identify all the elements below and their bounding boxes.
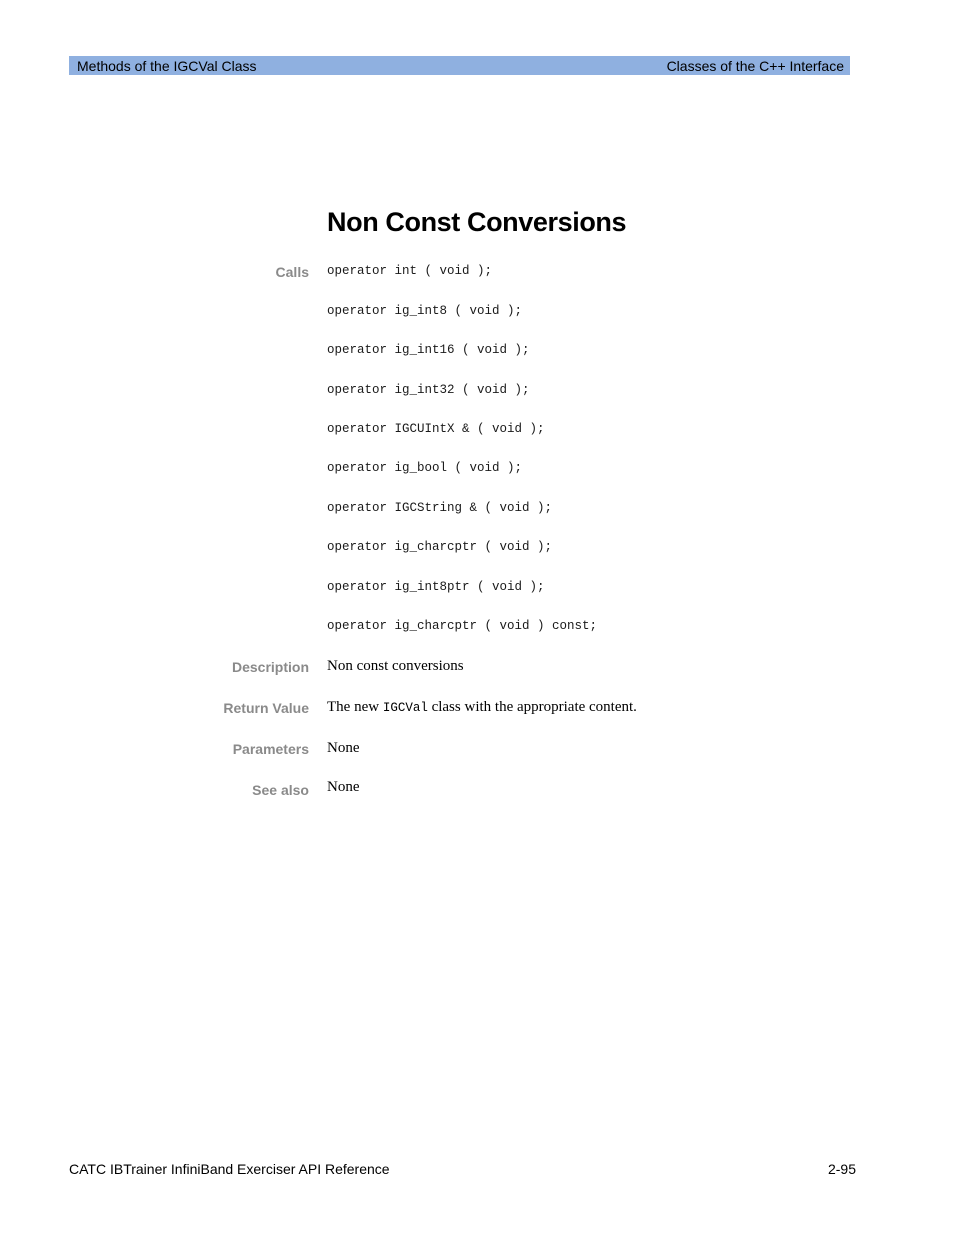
call-signature: operator ig_int32 ( void ); — [327, 383, 530, 397]
call-signature: operator IGCString & ( void ); — [327, 501, 553, 515]
return-value-prefix: The new — [327, 699, 383, 715]
header-section-title: Methods of the IGCVal Class — [77, 57, 257, 74]
running-header — [69, 56, 850, 75]
parameters-text: None — [327, 740, 360, 756]
call-signature: operator IGCUIntX & ( void ); — [327, 422, 545, 436]
see-also-text: None — [327, 779, 360, 795]
return-value-text — [327, 699, 637, 716]
call-signature: operator int ( void ); — [327, 264, 493, 278]
parameters-label: Parameters — [232, 741, 309, 757]
calls-label: Calls — [275, 264, 309, 280]
description-text: Non const conversions — [327, 658, 464, 674]
description-label: Description — [231, 659, 309, 675]
call-signature: operator ig_charcptr ( void ) const; — [327, 619, 598, 633]
return-value-label: Return Value — [223, 700, 309, 716]
call-signature: operator ig_int16 ( void ); — [327, 343, 530, 357]
footer-page-number: 2-95 — [827, 1161, 856, 1177]
call-signature: operator ig_bool ( void ); — [327, 461, 523, 475]
header-chapter-title: Classes of the C++ Interface — [666, 57, 844, 74]
call-signature: operator ig_int8 ( void ); — [327, 304, 523, 318]
see-also-label: See also — [252, 782, 309, 798]
return-value-suffix: class with the appropriate content. — [427, 699, 637, 715]
footer-document-title: CATC IBTrainer InfiniBand Exerciser API Reference — [69, 1161, 390, 1177]
call-signature: operator ig_int8ptr ( void ); — [327, 580, 545, 594]
call-signature: operator ig_charcptr ( void ); — [327, 540, 553, 554]
class-name-code: IGCVal — [382, 701, 428, 715]
page-title: Non Const Conversions — [327, 207, 627, 237]
